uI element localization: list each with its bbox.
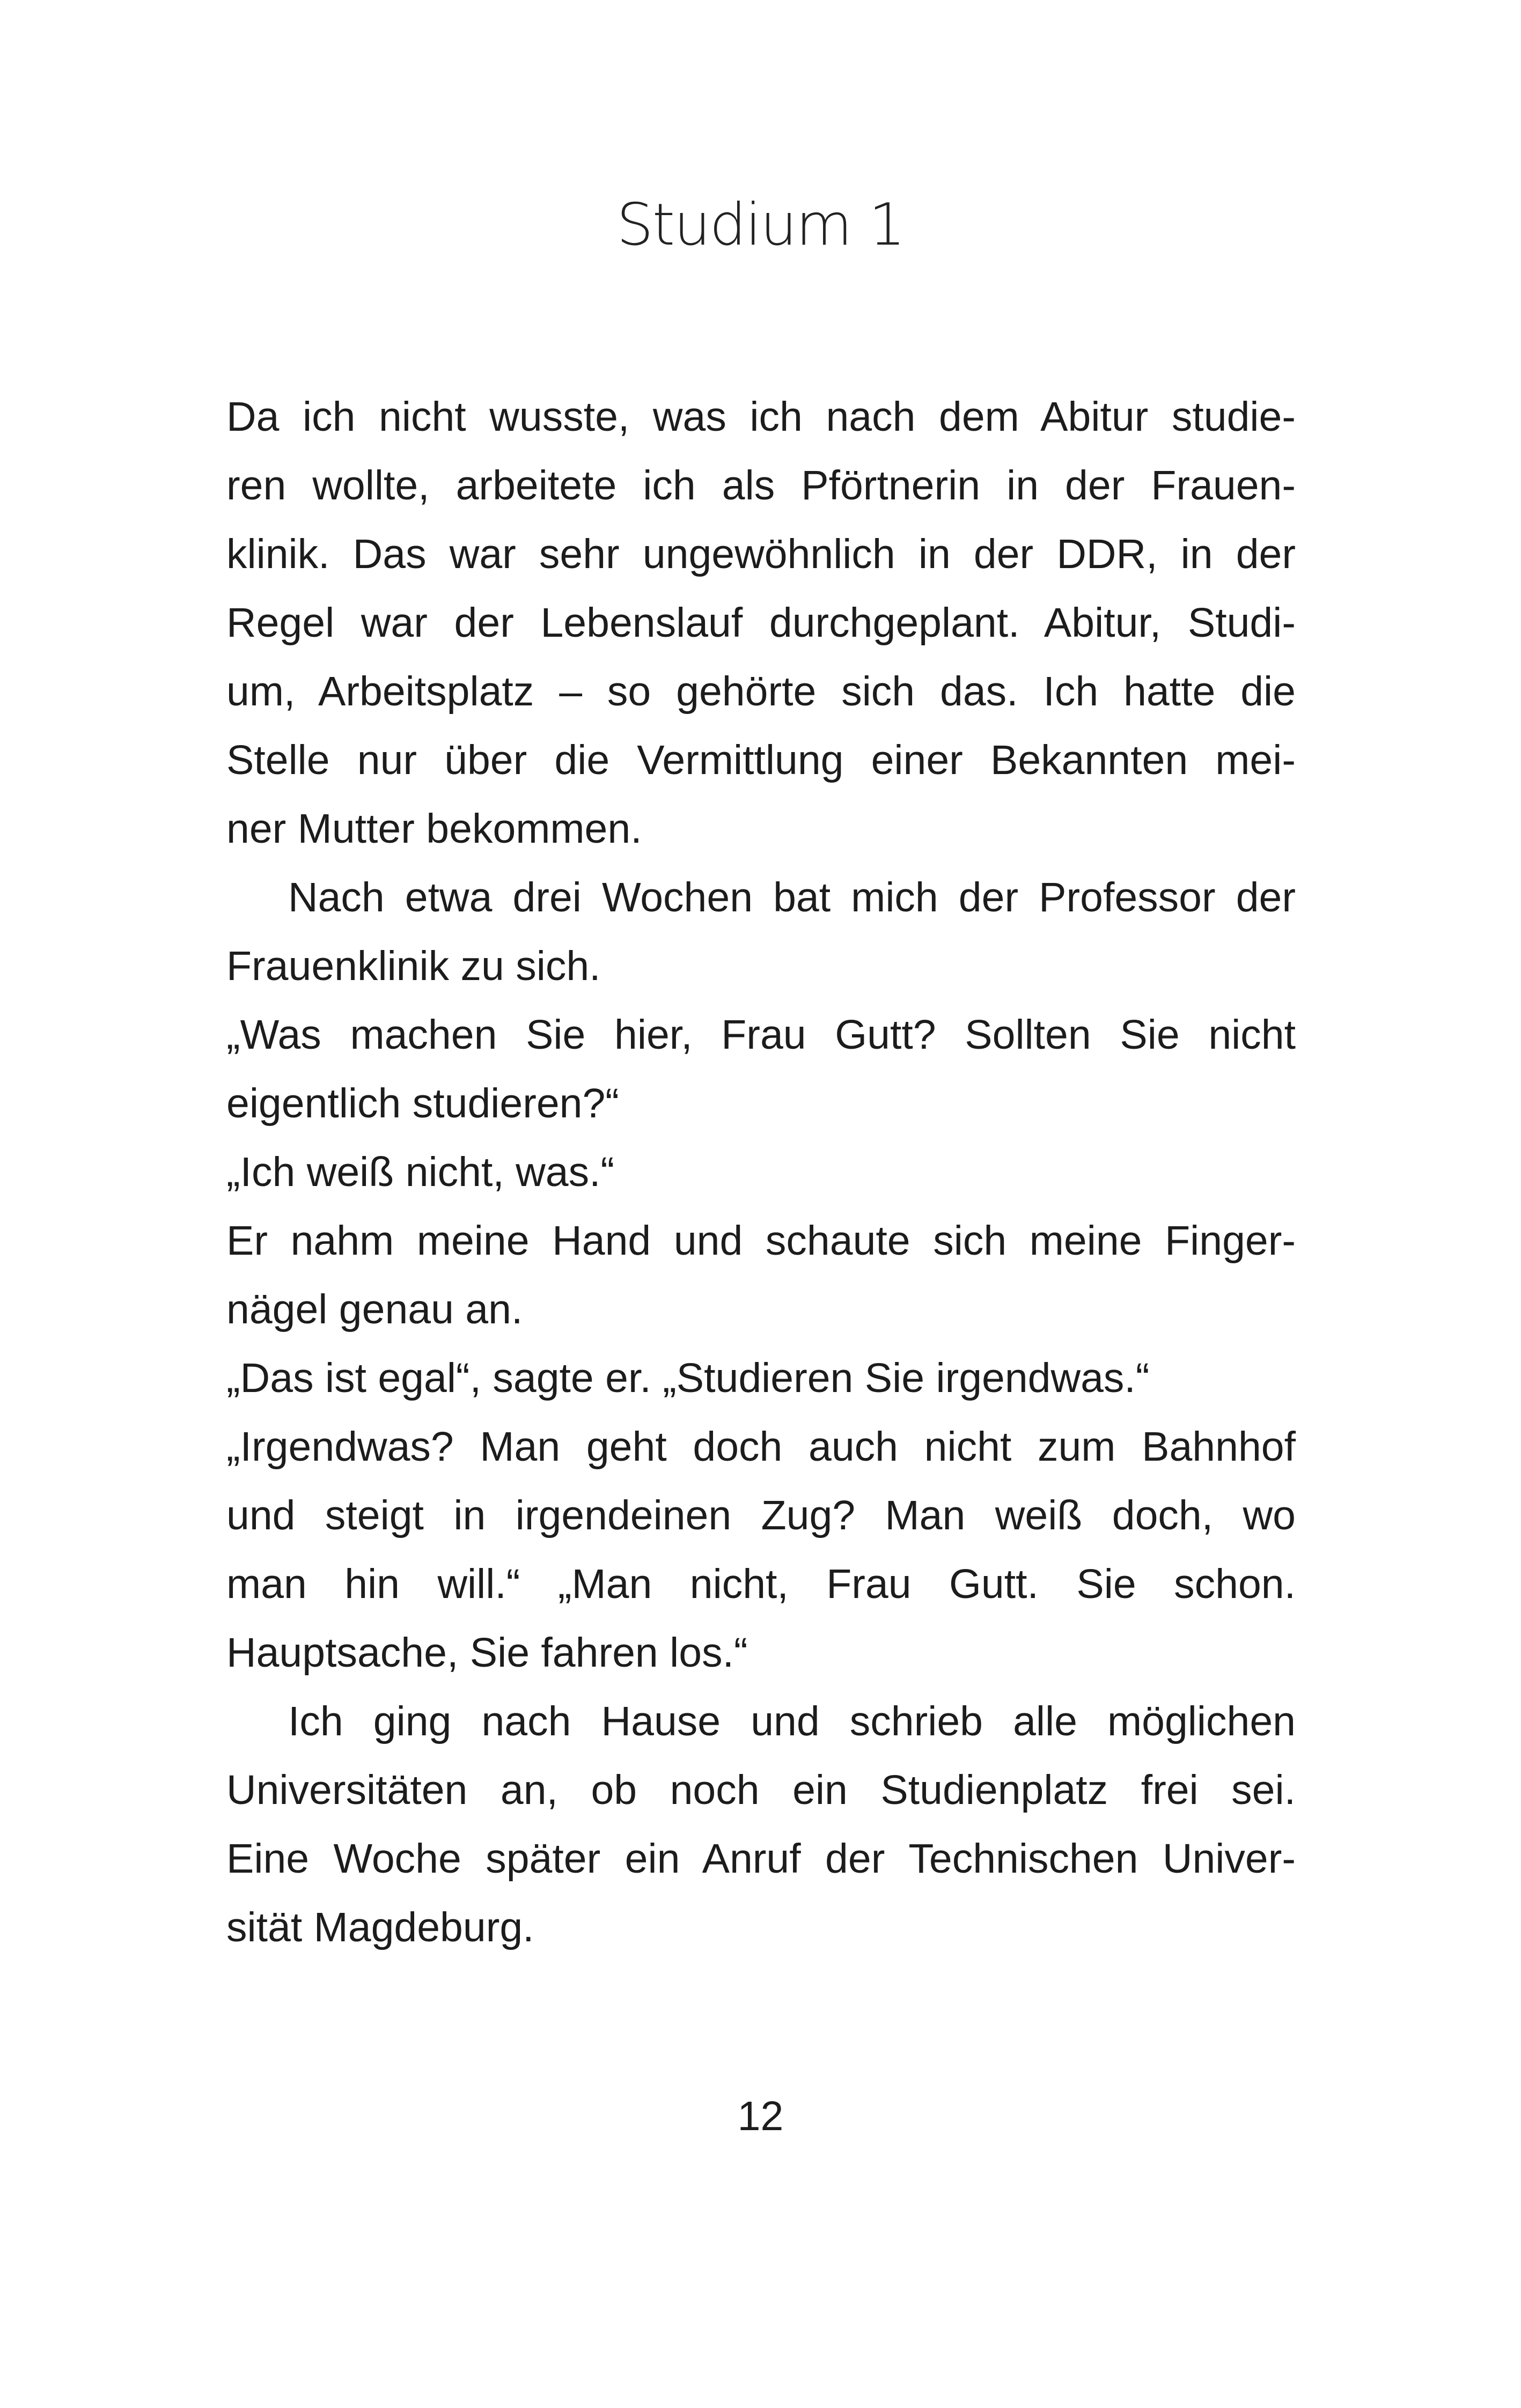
text-line: „Das ist egal“, sagte er. „Studieren Sie irgendwas.“: [226, 1355, 1150, 1401]
text-line: und steigt in irgendeinen Zug? Man weiß doch, wo: [226, 1492, 1296, 1538]
chapter-body: [226, 382, 1296, 1962]
text-line: man hin will.“ „Man nicht, Frau Gutt. Sie schon.: [226, 1561, 1296, 1607]
text-line: Hauptsache, Sie fahren los.“: [226, 1630, 748, 1676]
text-line: Eine Woche später ein Anruf der Technischen Univer-: [226, 1836, 1296, 1882]
text-line: ner Mutter bekommen.: [226, 806, 642, 852]
chapter-title: Studium 1: [616, 192, 905, 259]
text-line: Universitäten an, ob noch ein Studienplatz frei sei.: [226, 1767, 1296, 1813]
text-line: Nach etwa drei Wochen bat mich der Professor der: [288, 874, 1296, 921]
text-line: Da ich nicht wusste, was ich nach dem Abitur studie-: [226, 394, 1296, 440]
text-line: Ich ging nach Hause und schrieb alle möglichen: [288, 1698, 1296, 1744]
text-line: Er nahm meine Hand und schaute sich meine Finger-: [226, 1218, 1296, 1264]
text-line: „Ich weiß nicht, was.“: [226, 1149, 615, 1195]
text-line: „Irgendwas? Man geht doch auch nicht zum Bahnhof: [226, 1424, 1296, 1470]
text-line: nägel genau an.: [226, 1286, 523, 1332]
text-line: eigentlich studieren?“: [226, 1080, 619, 1126]
text-line: um, Arbeitsplatz – so gehörte sich das. Ich hatte die: [226, 668, 1296, 715]
text-line: Regel war der Lebenslauf durchgeplant. Abitur, Studi-: [226, 600, 1296, 646]
text-line: ren wollte, arbeitete ich als Pförtnerin in der Frauen-: [226, 462, 1296, 509]
text-line: sität Magdeburg.: [226, 1904, 534, 1950]
text-line: Frauenklinik zu sich.: [226, 943, 601, 989]
text-line: klinik. Das war sehr ungewöhnlich in der DDR, in der: [226, 531, 1296, 577]
text-line: Stelle nur über die Vermittlung einer Bekannten mei-: [226, 737, 1296, 783]
text-line: „Was machen Sie hier, Frau Gutt? Sollten Sie nicht: [226, 1012, 1296, 1058]
page-number: 12: [737, 2093, 784, 2139]
